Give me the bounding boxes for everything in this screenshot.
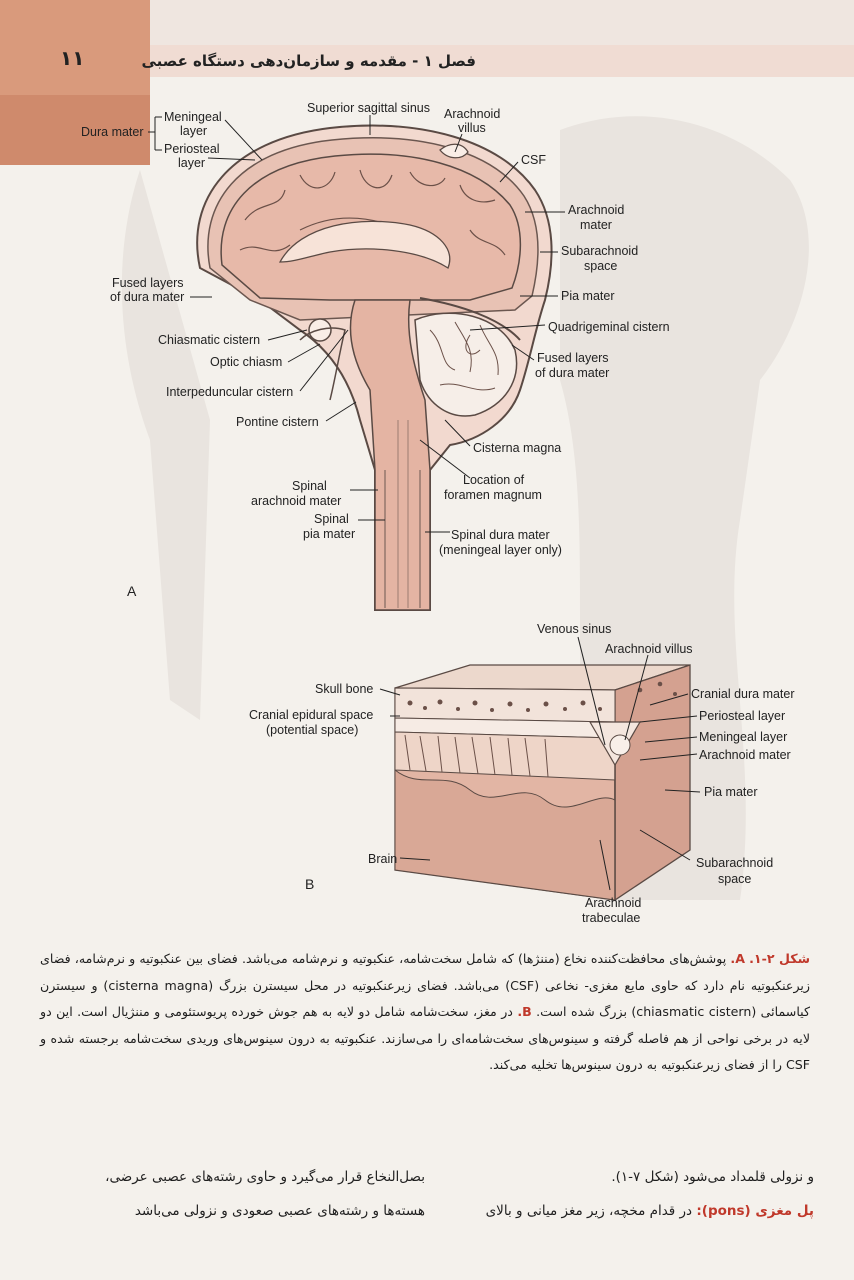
label-optic-chiasm: Optic chiasm: [210, 355, 283, 369]
label-pia-mater: Pia mater: [561, 289, 615, 303]
label-arachnoid-mater-2: mater: [580, 218, 612, 232]
panel-label-b: B: [305, 876, 315, 892]
label-csf: CSF: [521, 153, 546, 167]
body-right-line-2: [429, 1194, 814, 1228]
label-foramen-magnum-1: Location of: [463, 473, 525, 487]
label-foramen-magnum-2: foramen magnum: [444, 488, 542, 502]
label-spinal-dura-2: (meningeal layer only): [439, 543, 562, 557]
label-fused-layers-left-1: Fused layers: [112, 276, 184, 290]
label-fused-layers-right-1: Fused layers: [537, 351, 609, 365]
label-periosteal-layer-b: Periosteal layer: [699, 709, 786, 723]
label-arachnoid-villus-2: villus: [458, 121, 486, 135]
label-arachnoid-trabeculae-1: Arachnoid: [585, 896, 642, 910]
label-spinal-dura-1: Spinal dura mater: [451, 528, 550, 542]
label-spinal-pia-1: Spinal: [314, 512, 349, 526]
label-skull-bone: Skull bone: [315, 682, 374, 696]
label-arachnoid-villus-b: Arachnoid villus: [605, 642, 693, 656]
label-subarachnoid-space-2: space: [584, 259, 618, 273]
label-cranial-epidural-space-2: (potential space): [266, 723, 359, 737]
label-spinal-arachnoid-2: arachnoid mater: [251, 494, 342, 508]
caption-letter-b: B.: [517, 1004, 532, 1019]
pons-term: پل مغزی (pons):: [696, 1203, 814, 1219]
label-meningeal-layer-1: Meningeal: [164, 110, 222, 124]
label-arachnoid-mater-1: Arachnoid: [568, 203, 625, 217]
label-fused-layers-left-2: of dura mater: [110, 290, 185, 304]
label-periosteal-layer-1: Periosteal: [164, 142, 220, 156]
body-left-line-1: بصل‌النخاع قرار می‌گیرد و حاوی رشته‌های عصبی عرضی،: [105, 1169, 425, 1185]
caption-text-b: در مغز، سخت‌شامه شامل دو لایه به هم جوش خورده پریوستئومی و مننژیال است. این دو لایه در برخی نواحی از هم فاصله گرفته و سینوس‌های سخت‌شامه‌ای را می‌سازند. عنکبوتیه به درون سینوس‌های وریدی سخت‌شامه برجسته شده و CSF را از فضای زیرعنکبوتیه به درون سینوس‌ها تخلیه می‌کند.: [40, 1004, 810, 1072]
label-pia-mater-b: Pia mater: [704, 785, 758, 799]
body-text-right-column: [429, 1160, 814, 1228]
caption-letter-a: A.: [730, 951, 745, 966]
body-left-line-2: هسته‌ها و رشته‌های عصبی صعودی و نزولی می‌باشد: [134, 1203, 425, 1219]
label-fused-layers-right-2: of dura mater: [535, 366, 610, 380]
panel-label-a: A: [127, 583, 137, 599]
caption-label: شکل ۲-۱.: [749, 951, 810, 966]
label-spinal-arachnoid-1: Spinal: [292, 479, 327, 493]
label-subarachnoid-space-1: Subarachnoid: [561, 244, 639, 258]
label-spinal-pia-2: pia mater: [303, 527, 356, 541]
caption-text-a: پوشش‌های محافظت‌کننده نخاع (مننژها) که شامل سخت‌شامه، عنکبوتیه و نرم‌شامه می‌باشد. فضای بین عنکبوتیه و نرم‌شامه، فضای زیرعنکبوتیه نام دارد که حاوی مایع مغزی- نخاعی (CSF) می‌باشد. فضای زیرعنکبوتیه در محل سیسترن بزرگ (cisterna magna) و سیسترن کیاسمائی (chiasmatic cistern) بزرگ شده است.: [40, 951, 810, 1019]
figure-b-illustration: [395, 665, 690, 900]
figure-caption: [40, 946, 810, 1079]
label-subarachnoid-space-b-1: Subarachnoid: [696, 856, 774, 870]
label-superior-sagittal-sinus: Superior sagittal sinus: [307, 101, 430, 115]
label-pontine-cistern: Pontine cistern: [236, 415, 319, 429]
label-brain: Brain: [368, 852, 398, 866]
label-quadrigeminal-cistern: Quadrigeminal cistern: [548, 320, 670, 334]
body-right-line-1: و نزولی قلمداد می‌شود (شکل ۷-۱).: [611, 1169, 814, 1185]
label-venous-sinus: Venous sinus: [537, 622, 612, 636]
label-cisterna-magna: Cisterna magna: [473, 441, 562, 455]
label-interpeduncular-cistern: Interpeduncular cistern: [166, 385, 294, 399]
label-dura-mater: Dura mater: [81, 125, 144, 139]
body-text-left-column: [40, 1160, 425, 1228]
label-arachnoid-trabeculae-2: trabeculae: [582, 911, 641, 925]
label-arachnoid-mater-b: Arachnoid mater: [699, 748, 791, 762]
label-cranial-epidural-space-1: Cranial epidural space: [249, 708, 374, 722]
page-number: ۱۱: [60, 46, 85, 70]
label-meningeal-layer-2: layer: [180, 124, 208, 138]
label-periosteal-layer-2: layer: [178, 156, 206, 170]
chapter-title: فصل ۱ - مقدمه و سازمان‌دهی دستگاه عصبی: [141, 52, 476, 70]
label-chiasmatic-cistern: Chiasmatic cistern: [158, 333, 261, 347]
body-right-line-2-text: در قدام مخچه، زیر مغز میانی و بالای: [485, 1203, 693, 1219]
label-subarachnoid-space-b-2: space: [718, 872, 752, 886]
label-meningeal-layer-b: Meningeal layer: [699, 730, 788, 744]
label-cranial-dura-mater: Cranial dura mater: [691, 687, 795, 701]
label-arachnoid-villus-1: Arachnoid: [444, 107, 501, 121]
